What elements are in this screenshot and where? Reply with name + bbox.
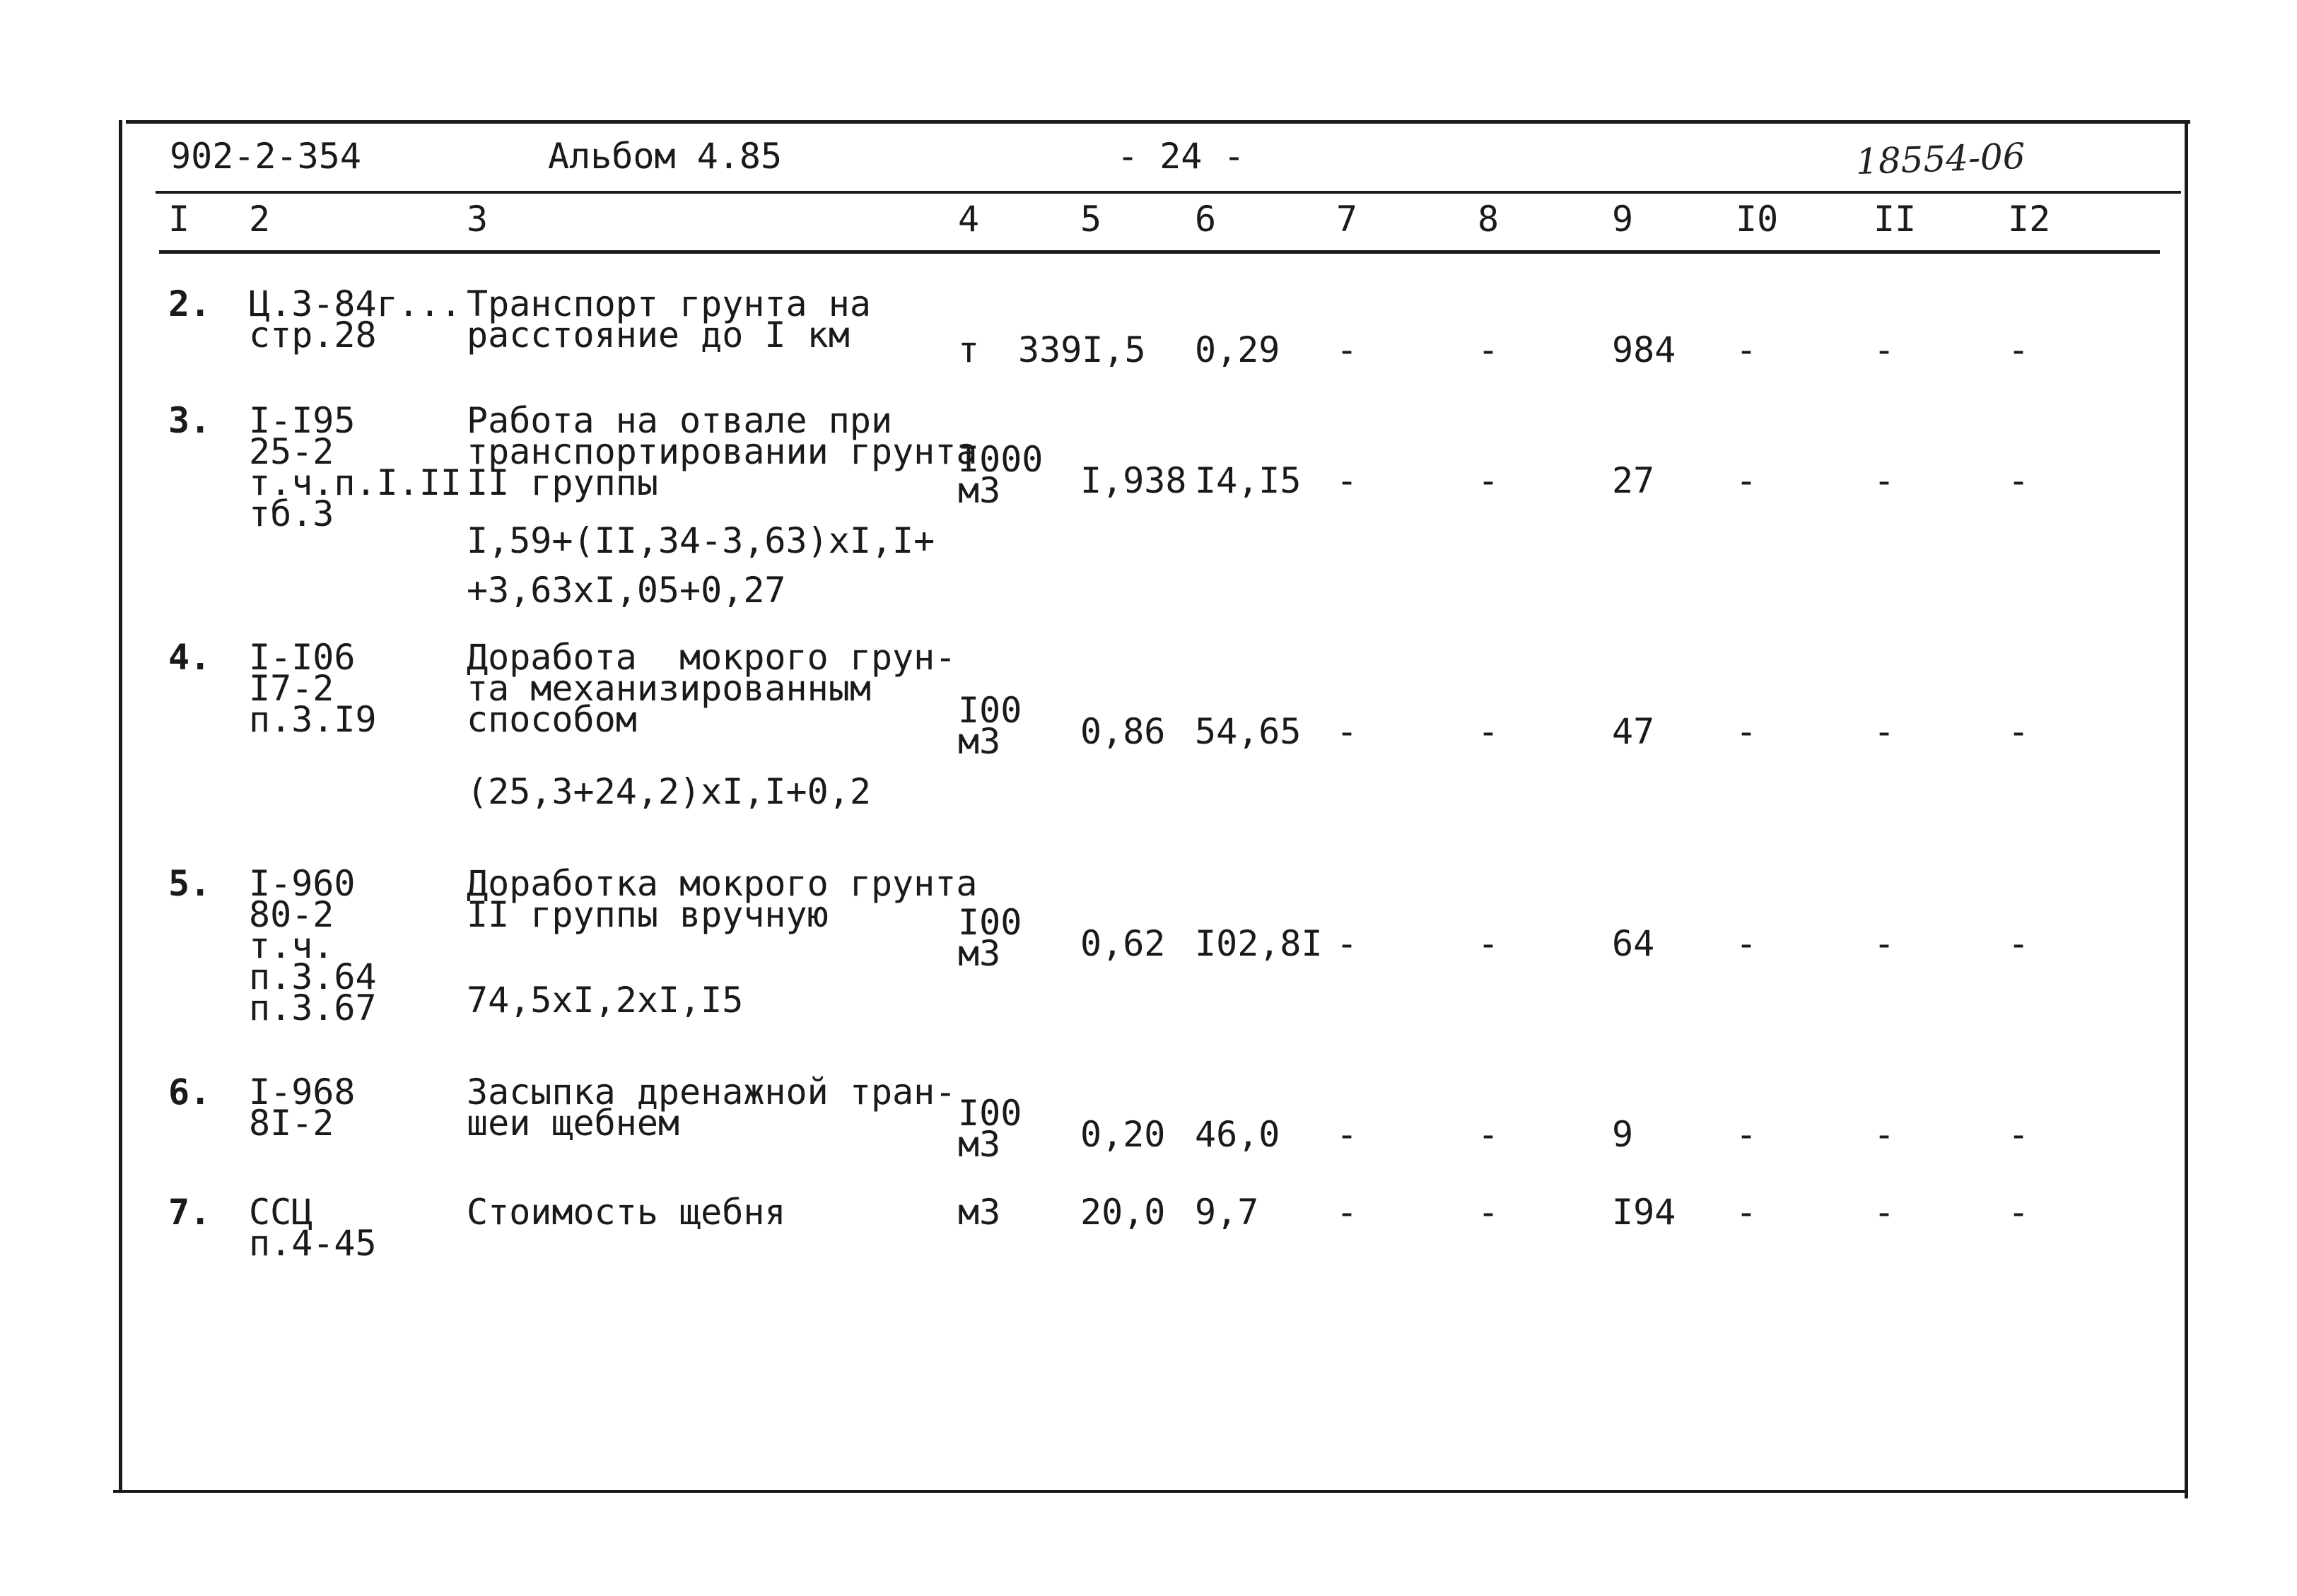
total-cost-value: 9 [1612,1114,1634,1155]
calculation-formula-line: +3,63xI,05+0,27 [467,570,786,611]
quantity-value: I,938 [1080,460,1187,501]
row-number: 5. [168,863,211,904]
page-number: - 24 - [1117,136,1245,177]
quantity-value: 0,62 [1080,923,1166,964]
quantity-value: 20,0 [1080,1192,1166,1233]
unit-line: I00 [958,690,1022,731]
work-description-line: Засыпка дренажной тран- [467,1072,957,1113]
column-7-value: - [1336,329,1358,370]
work-description-line: шеи щебнем [467,1103,680,1144]
norm-code-line: Ц.3-84г... [249,283,462,324]
column-number-1: I [168,199,190,240]
column-number-4: 4 [958,199,980,240]
column-11-value: - [1874,711,1895,752]
header-rule [156,191,2181,194]
unit-price-value: 9,7 [1195,1192,1259,1233]
norm-code-line: п.3.I9 [249,699,377,740]
norm-code-line: 8I-2 [249,1103,334,1144]
column-10-value: - [1736,923,1758,964]
column-7-value: - [1336,711,1358,752]
column-8-value: - [1478,1192,1500,1233]
column-header-rule [159,250,2160,254]
column-10-value: - [1736,1192,1758,1233]
total-cost-value: 47 [1612,711,1655,752]
norm-code-line: I7-2 [249,668,334,709]
column-8-value: - [1478,1114,1500,1155]
total-cost-value: 64 [1612,923,1655,964]
unit-price-value: 46,0 [1195,1114,1280,1155]
calculation-formula-line: 74,5xI,2xI,I5 [467,980,744,1021]
norm-code-line: I-I95 [249,400,356,441]
norm-code-line: т.ч.п.I.II [249,462,462,503]
column-number-7: 7 [1336,199,1358,240]
work-description-line: Стоимость щебня [467,1192,786,1233]
norm-code-line: 25-2 [249,431,334,472]
unit-line: м3 [958,721,1001,762]
total-cost-value: 27 [1612,460,1655,501]
column-8-value: - [1478,711,1500,752]
norm-code-line: стр.28 [249,315,377,356]
calculation-formula-line: (25,3+24,2)xI,I+0,2 [467,771,871,812]
column-12-value: - [2008,923,2030,964]
work-description-line: та механизированным [467,668,871,709]
column-10-value: - [1736,329,1758,370]
norm-code-line: I-960 [249,863,356,904]
column-11-value: - [1874,1114,1895,1155]
column-number-10: I0 [1736,199,1779,240]
column-10-value: - [1736,1114,1758,1155]
handwritten-number: 18554-06 [1855,135,2026,183]
row-number: 2. [168,283,211,324]
row-number: 3. [168,400,211,441]
album-label: Альбом 4.85 [548,136,783,177]
column-7-value: - [1336,923,1358,964]
norm-code-line: п.3.64 [249,956,377,997]
row-number: 6. [168,1072,211,1113]
column-7-value: - [1336,460,1358,501]
column-12-value: - [2008,1192,2030,1233]
unit-line: т [958,329,980,370]
column-8-value: - [1478,460,1500,501]
norm-code-line: I-I06 [249,637,356,678]
column-10-value: - [1736,711,1758,752]
row-number: 7. [168,1192,211,1233]
total-cost-value: 984 [1612,329,1676,370]
column-number-3: 3 [467,199,489,240]
quantity-value: 0,20 [1080,1114,1166,1155]
unit-line: I000 [958,439,1044,480]
column-12-value: - [2008,1114,2030,1155]
column-12-value: - [2008,329,2030,370]
norm-code-line: I-968 [249,1072,356,1113]
unit-line: м3 [958,1192,1001,1233]
norm-code-line: 80-2 [249,894,334,935]
calculation-formula-line: I,59+(II,34-3,63)xI,I+ [467,520,935,561]
work-description-line: Доработа мокрого грун- [467,637,957,678]
column-11-value: - [1874,329,1895,370]
norm-code-line: ССЦ [249,1192,313,1233]
column-11-value: - [1874,923,1895,964]
frame-left-border [119,120,122,1491]
column-number-5: 5 [1080,199,1102,240]
frame-right-border [2185,120,2188,1498]
norm-code-line: тб.3 [249,493,334,534]
work-description-line: II группы вручную [467,894,829,935]
column-7-value: - [1336,1114,1358,1155]
total-cost-value: I94 [1612,1192,1676,1233]
unit-price-value: I4,I5 [1195,460,1302,501]
work-description-line: расстояние до I км [467,315,850,356]
unit-line: I00 [958,1093,1022,1134]
quantity-value: 339I,5 [1018,329,1146,370]
frame-top-border [126,120,2190,124]
column-number-11: II [1874,199,1917,240]
column-number-6: 6 [1195,199,1217,240]
row-number: 4. [168,637,211,678]
unit-line: м3 [958,470,1001,511]
column-8-value: - [1478,329,1500,370]
column-number-2: 2 [249,199,271,240]
column-7-value: - [1336,1192,1358,1233]
work-description-line: транспортировании грунта [467,431,978,472]
column-number-8: 8 [1478,199,1500,240]
work-description-line: способом [467,699,637,740]
unit-line: м3 [958,933,1001,974]
quantity-value: 0,86 [1080,711,1166,752]
document-code: 902-2-354 [170,136,361,177]
unit-price-value: I02,8I [1195,923,1323,964]
work-description-line: Доработка мокрого грунта [467,863,978,904]
work-description-line: II группы [467,462,658,503]
column-number-12: I2 [2008,199,2051,240]
unit-line: м3 [958,1124,1001,1165]
column-number-9: 9 [1612,199,1634,240]
unit-price-value: 0,29 [1195,329,1280,370]
unit-line: I00 [958,902,1022,943]
work-description-line: Работа на отвале при [467,400,893,441]
norm-code-line: п.3.67 [249,987,377,1028]
norm-code-line: т.ч. [249,925,334,966]
column-8-value: - [1478,923,1500,964]
column-10-value: - [1736,460,1758,501]
norm-code-line: п.4-45 [249,1223,377,1264]
work-description-line: Транспорт грунта на [467,283,871,324]
frame-bottom-border [113,1490,2188,1493]
column-11-value: - [1874,460,1895,501]
column-11-value: - [1874,1192,1895,1233]
column-12-value: - [2008,460,2030,501]
column-12-value: - [2008,711,2030,752]
unit-price-value: 54,65 [1195,711,1302,752]
